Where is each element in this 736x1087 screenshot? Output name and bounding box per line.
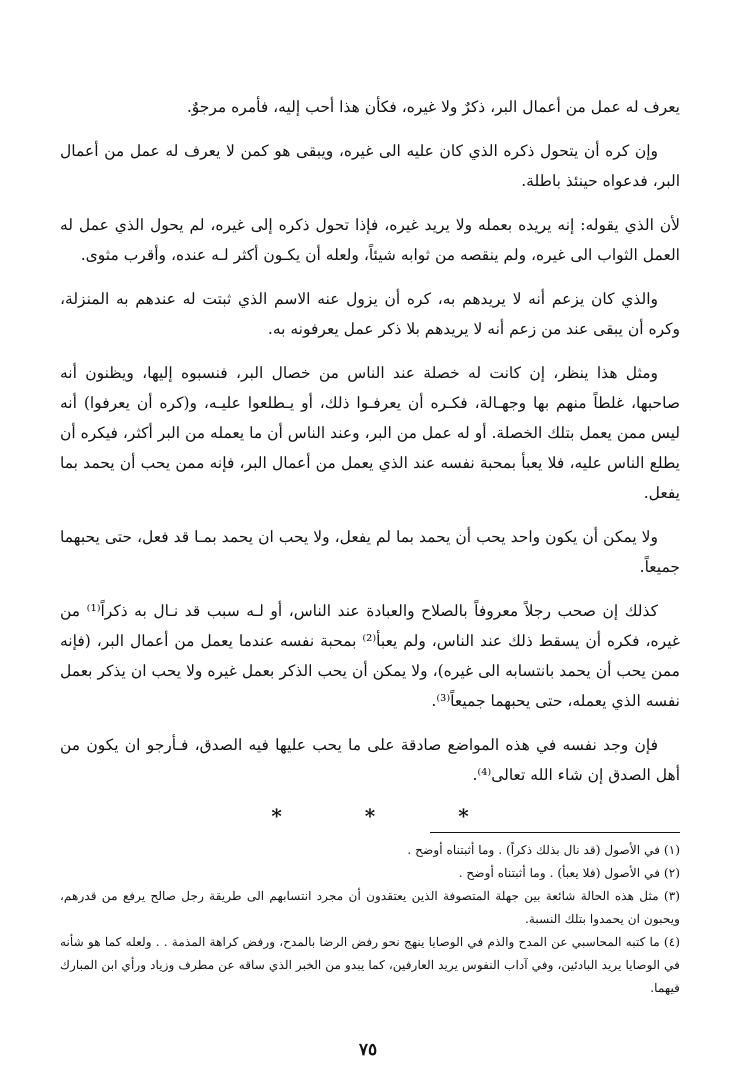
page-number: ٧٥ (358, 1040, 378, 1060)
paragraph-5: ومثل هذا ينظر، إن كانت له خصلة عند الناس من خصال البر، فنسبوه إليها، ويظنون أنه صاحبها، غلطاً منهم بها وجهـالة، فكـره أن يعرفـوا ذلك، أو يـطلعوا عليـه، و(كره أن يعرفوا) أنه ليس ممن يعمل بتلك الخصلة. أو له عمل من البر، وعند الناس أن ما يعمله من البر أكثر، فيكره أن يطلع الناس عليه، فلا يعبأ بمحبة نفسه عند الذي يعمل من أعمال البر، فإنه ممن يحب أن يحمد بما يفعل. (60, 364, 680, 502)
paragraph-3: لأن الذي يقوله: إنه يريده بعمله ولا يريد غيره، فإذا تحول ذكره إلى غيره، لم يحول الذي عمل له العمل الثواب الى غيره، ولم ينقصه من ثوابه شيئاً، ولعله أن يكـون أكثر لـه عنده، وأقرب مثوى. (60, 216, 680, 264)
footnote-1: (١) في الأصول (قد نال بذلك ذكراً) . وما أثبتناه أوضح . (407, 843, 680, 857)
footnote-4: (٤) ما كتبه المحاسبي عن المدح والذم في الوصايا ينهج نحو رفض الرضا بالمدح، ورفض كراهة المذمة . . ولعله كما هو شأنه في الوصايا يريد البادئين، وفي آداب النفوس يريد العارفين، كما يبدو من الخبر الذي ساقه عن مطرف وزياد ورأي ابن المبارك فيهما. (60, 935, 680, 995)
page-body (60, 92, 680, 1000)
footnote-rule (430, 832, 680, 833)
footnote-2: (٢) في الأصول (فلا يعبأ) . وما أثبتناه أوضح . (458, 866, 680, 880)
paragraph-4: والذي كان يزعم أنه لا يريدهم به، كره أن يزول عنه الاسم الذي ثبتت له عندهم به المنزلة، وكره أن يبقى عند من زعم أنه لا يريدهم بلا ذكر عمل يعرفونه به. (60, 290, 680, 338)
paragraph-2: وإن كره أن يتحول ذكره الذي كان عليه الى غيره، ويبقى هو كمن لا يعرف له عمل من أعمال البر، فدعواه حينئذ باطلة. (60, 142, 680, 190)
paragraph-7: كذلك إن صحب رجلاً معروفاً بالصلاح والعبادة عند الناس، أو لـه سبب قد نـال به ذكراً⁽¹⁾ من غيره، فكره أن يسقط ذلك عند الناس، ولم يعبأ⁽²⁾ بمحبة نفسه عندما يعمل من أعمال البر، (فإنه ممن يحب أن يحمد بانتسابه الى غيره)، ولا يمكن أن يحب الذكر بعمل غيره ولا يحب ان يذكر بعمل نفسه الذي يعمله، حتى يحبهما جميعاً⁽³⁾. (60, 602, 680, 710)
paragraph-8: فإن وجد نفسه في هذه المواضع صادقة على ما يحب عليها فيه الصدق، فـأرجو ان يكون من أهل الصدق إن شاء الله تعالى⁽⁴⁾. (60, 736, 680, 784)
section-separator: * * * (271, 804, 507, 828)
paragraph-1: يعرف له عمل من أعمال البر، ذكرٌ ولا غيره، فكأن هذا أحب إليه، فأمره مرجوٌ. (186, 98, 680, 116)
footnote-3: (٣) مثل هذه الحالة شائعة بين جهلة المتصوفة الذين يعتقدون أن مجرد انتسابهم الى طريقة رجل صالح يرفع من قدرهم، ويحبون ان يحمدوا بتلك النسبة. (60, 889, 680, 926)
paragraph-6: ولا يمكن أن يكون واحد يحب أن يحمد بما لم يفعل، ولا يحب ان يحمد بمـا قد فعل، حتى يحبهما جميعاً. (60, 528, 680, 576)
